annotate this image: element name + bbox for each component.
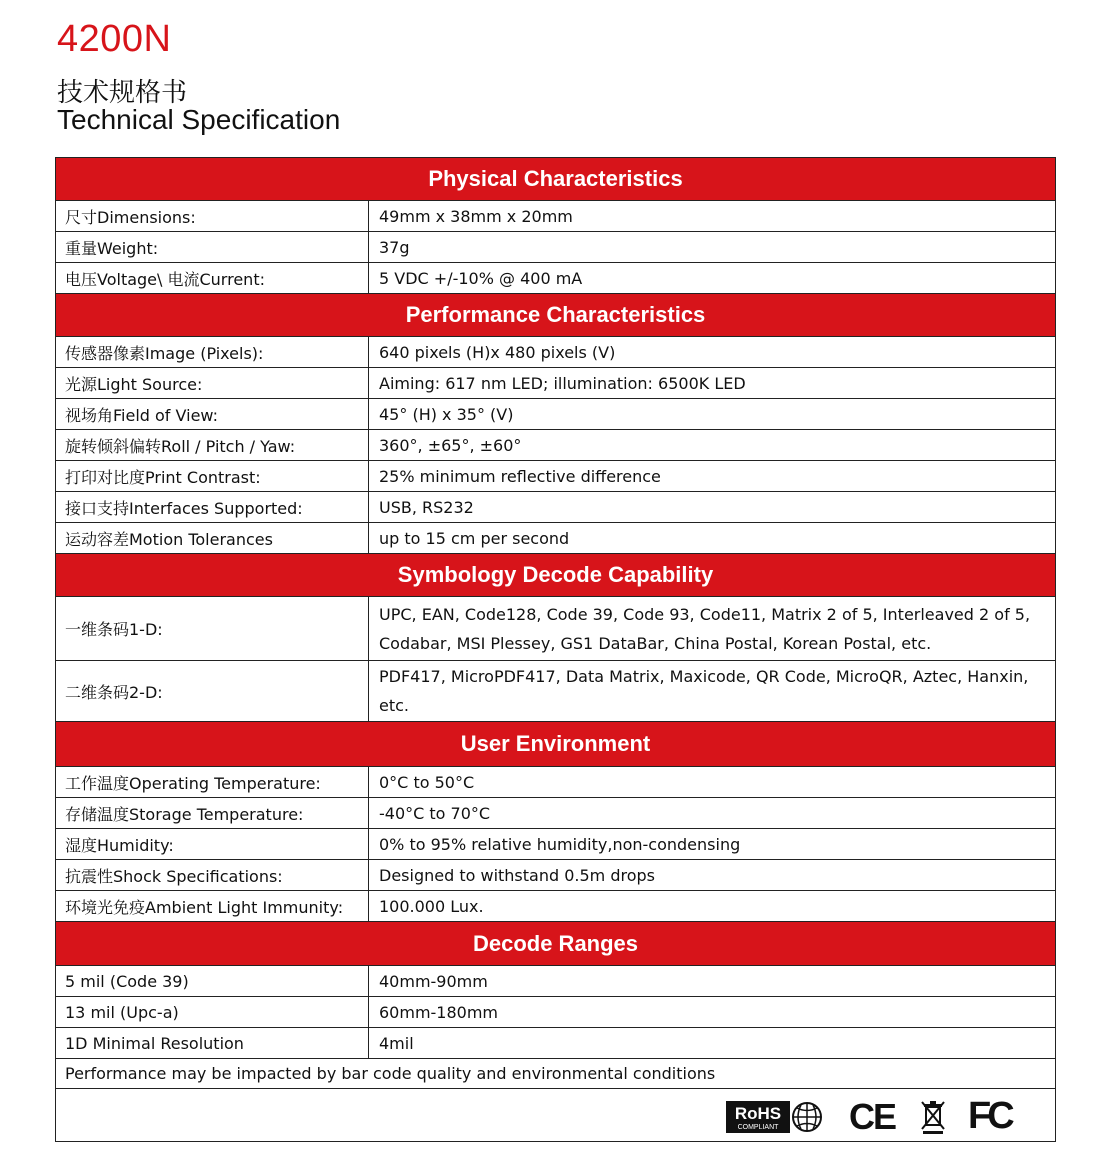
ce-mark-icon: CE xyxy=(849,1096,896,1137)
section-header-performance: Performance Characteristics xyxy=(56,294,1055,337)
section-header-physical: Physical Characteristics xyxy=(56,158,1055,201)
row-value: 4mil xyxy=(379,1033,414,1053)
row-value: 100.000 Lux. xyxy=(379,896,484,916)
table-row xyxy=(56,492,1055,523)
row-label: 视场角Field of View: xyxy=(56,399,369,429)
table-row xyxy=(56,891,1055,922)
row-value: UPC, EAN, Code128, Code 39, Code 93, Code11, Matrix 2 of 5, Interleaved 2 of 5, Codabar, MSI Plessey, GS1 DataBar, China Postal, Korean Postal, etc. xyxy=(379,604,1031,653)
row-value: 0°C to 50°C xyxy=(379,772,475,792)
table-row xyxy=(56,399,1055,430)
table-row xyxy=(56,523,1055,554)
row-value: up to 15 cm per second xyxy=(379,528,570,548)
row-value: 60mm-180mm xyxy=(379,1002,499,1022)
row-label: 旋转倾斜偏转Roll / Pitch / Yaw: xyxy=(56,430,369,460)
rohs-sub-text: COMPLIANT xyxy=(737,1124,779,1131)
row-label: 湿度Humidity: xyxy=(56,829,369,859)
row-label: 抗震性Shock Specifications: xyxy=(56,860,369,890)
row-label: 光源Light Source: xyxy=(56,368,369,398)
row-label: 运动容差Motion Tolerances xyxy=(56,523,369,553)
row-label: 二维条码2-D: xyxy=(56,661,369,721)
row-value: -40°C to 70°C xyxy=(379,803,491,823)
row-value: USB, RS232 xyxy=(379,497,474,517)
table-row xyxy=(56,966,1055,997)
row-value: 49mm x 38mm x 20mm xyxy=(379,206,573,226)
table-row xyxy=(56,661,1055,722)
row-value: 640 pixels (H)x 480 pixels (V) xyxy=(379,342,616,362)
row-label: 重量Weight: xyxy=(56,232,369,262)
row-label: 打印对比度Print Contrast: xyxy=(56,461,369,491)
table-row xyxy=(56,798,1055,829)
table-row xyxy=(56,597,1055,661)
row-label: 13 mil (Upc-a) xyxy=(56,997,369,1027)
row-label: 一维条码1-D: xyxy=(56,597,369,660)
fcc-mark-icon: FC xyxy=(968,1095,1011,1137)
row-label: 电压Voltage\ 电流Current: xyxy=(56,263,369,293)
table-row xyxy=(56,1028,1055,1059)
certification-logos xyxy=(56,1089,1055,1141)
row-value: 5 VDC +/-10% @ 400 mA xyxy=(379,268,583,288)
row-value: 0% to 95% relative humidity,non-condensing xyxy=(379,834,741,854)
table-row xyxy=(56,829,1055,860)
row-label: 工作温度Operating Temperature: xyxy=(56,767,369,797)
row-value: Designed to withstand 0.5m drops xyxy=(379,865,655,885)
table-row xyxy=(56,997,1055,1028)
table-row xyxy=(56,860,1055,891)
table-row xyxy=(56,232,1055,263)
row-value: 45° (H) x 35° (V) xyxy=(379,404,514,424)
section-header-symbology: Symbology Decode Capability xyxy=(56,554,1055,597)
row-label: 尺寸Dimensions: xyxy=(56,201,369,231)
row-label: 接口支持Interfaces Supported: xyxy=(56,492,369,522)
title-chinese: 技术规格书 xyxy=(57,78,188,108)
title-english: Technical Specification xyxy=(57,104,341,135)
rohs-compliant-icon xyxy=(725,1100,825,1134)
row-label: 存储温度Storage Temperature: xyxy=(56,798,369,828)
row-value: 360°, ±65°, ±60° xyxy=(379,435,522,455)
table-row xyxy=(56,201,1055,232)
rohs-text: RoHS xyxy=(734,1104,782,1123)
table-row xyxy=(56,461,1055,492)
table-row xyxy=(56,368,1055,399)
row-label: 5 mil (Code 39) xyxy=(56,966,369,996)
table-row xyxy=(56,337,1055,368)
row-label: 传感器像素Image (Pixels): xyxy=(56,337,369,367)
row-label: 1D Minimal Resolution xyxy=(56,1028,369,1058)
section-header-environment: User Environment xyxy=(56,722,1055,767)
row-value: 40mm-90mm xyxy=(379,971,488,991)
row-value: Aiming: 617 nm LED; illumination: 6500K LED xyxy=(379,373,746,393)
row-value: 37g xyxy=(379,237,410,257)
spec-table xyxy=(55,157,1056,1142)
table-row xyxy=(56,767,1055,798)
performance-note: Performance may be impacted by bar code quality and environmental conditions xyxy=(56,1059,1055,1089)
section-header-decode: Decode Ranges xyxy=(56,922,1055,966)
model-number: 4200N xyxy=(57,18,172,60)
table-row xyxy=(56,430,1055,461)
weee-bin-icon xyxy=(920,1099,946,1135)
table-row xyxy=(56,263,1055,294)
row-label: 环境光免疫Ambient Light Immunity: xyxy=(56,891,369,921)
row-value: 25% minimum reflective difference xyxy=(379,466,661,486)
row-value: PDF417, MicroPDF417, Data Matrix, Maxicode, QR Code, MicroQR, Aztec, Hanxin, etc. xyxy=(379,667,1029,715)
